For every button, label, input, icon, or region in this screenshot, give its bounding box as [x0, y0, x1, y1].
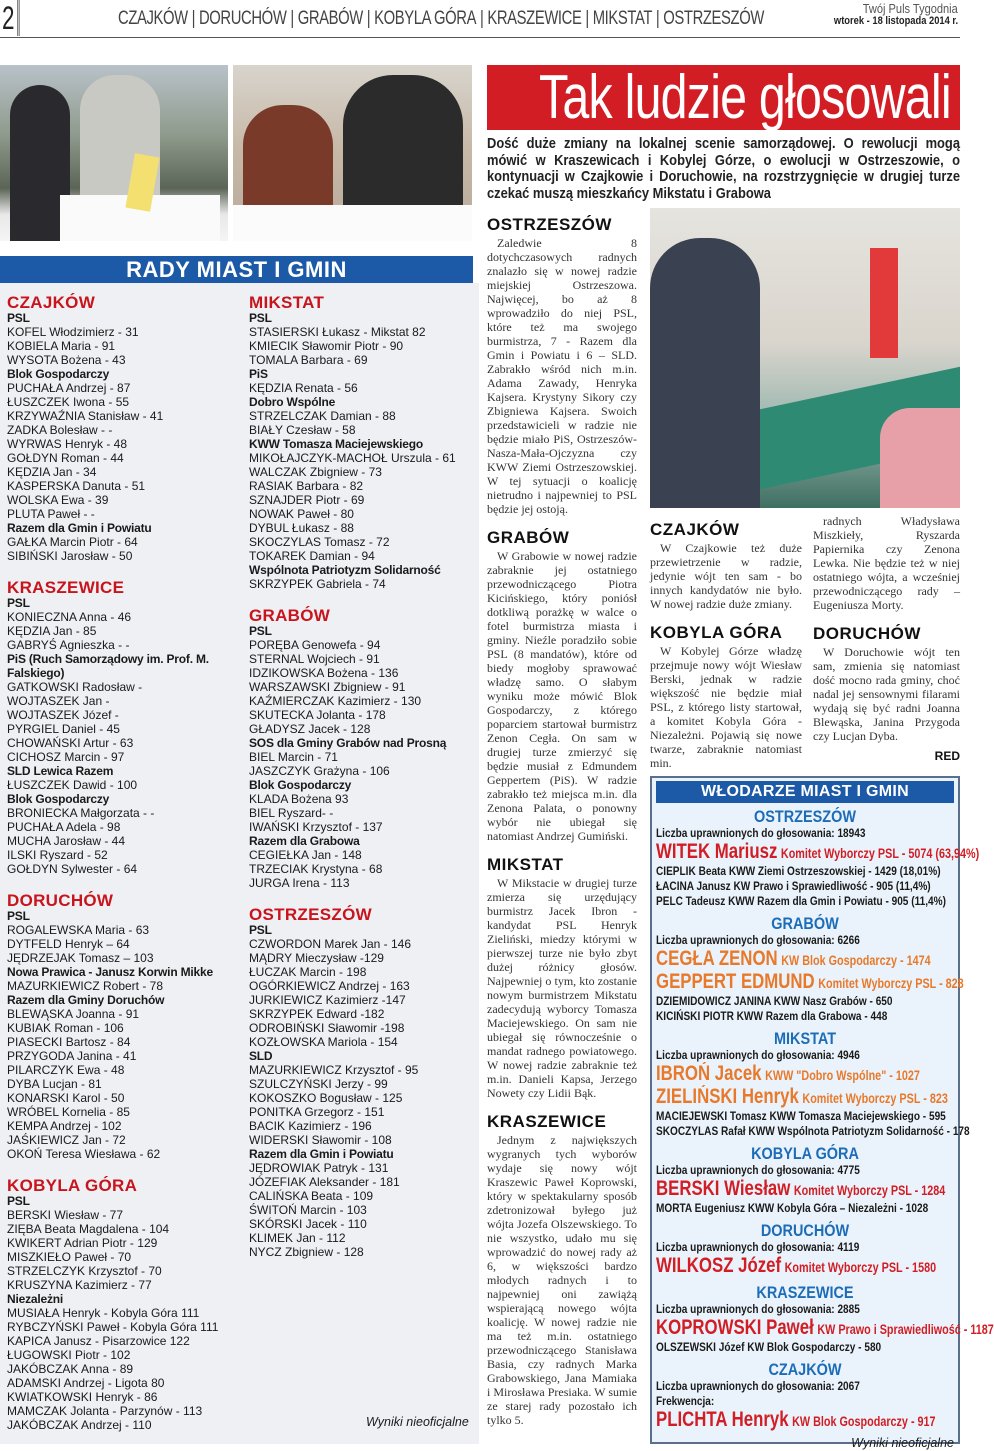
photo-figure	[650, 238, 760, 508]
nav-town-link[interactable]: | GRABÓW	[286, 8, 362, 29]
article-text: radnych Władysława Miszkieły, Ryszarda Papiernika czy Zenona Lewka. Nie będzie też w niej ostatniego wójta, a wcześniej przewodniczącego rady – Eugeniusza Morty.	[813, 514, 960, 612]
council-town-heading: MIKSTAT	[249, 293, 325, 312]
councillor-entry: PORĘBA Genowefa - 94	[249, 638, 381, 652]
council-town-heading: GRABÓW	[249, 606, 331, 625]
councillor-entry: KEMPA Andrzej - 102	[7, 1119, 122, 1133]
nav-town-link[interactable]: | DORUCHÓW	[188, 8, 287, 29]
article-block	[813, 514, 960, 612]
party-name: SOS dla Gminy Grabów nad Prosną	[249, 736, 447, 750]
mayor-town-heading: KRASZEWICE	[756, 1283, 854, 1302]
candidate-name: ZIELIŃSKI Henryk	[656, 1085, 799, 1108]
councillor-entry: TRZECIAK Krystyna - 68	[249, 862, 383, 876]
party-name: Niezależni	[7, 1292, 64, 1306]
councillor-entry: PRZYGODA Janina - 41	[7, 1049, 137, 1063]
councillor-entry: KAŹMIERCZAK Kazimierz - 130	[249, 694, 422, 708]
article-block	[487, 1112, 637, 1427]
councillor-entry: KMIECIK Sławomir Piotr - 90	[249, 339, 404, 353]
candidate-committee: KW Blok Gospodarczy - 1474	[781, 953, 931, 968]
councillor-entry: KRZYWAŹNIA Stanisław - 41	[7, 409, 164, 423]
party-name: Razem dla Gminy Doruchów	[7, 993, 165, 1007]
other-candidate: KICIŃSKI PIOTR KWW Razem dla Grabowa - 448	[656, 1009, 888, 1023]
councillor-entry: JĘDRZEJAK Tomasz – 103	[7, 951, 154, 965]
councillor-entry: WALCZAK Zbigniew - 73	[249, 465, 382, 479]
councillor-entry: WOJTASZEK Józef -	[7, 708, 119, 722]
photo-polling-station	[650, 208, 960, 508]
nav-town-link[interactable]: | KRASZEWICE	[476, 8, 581, 29]
party-name: SLD	[249, 1049, 273, 1063]
councillor-entry: GOŁDYN Roman - 44	[7, 451, 124, 465]
councillor-entry: BACIK Kazimierz - 196	[249, 1119, 372, 1133]
article-text: W Kobylej Górze władzę przejmuje nowy wójt Wiesław Berski, jednak w radzie większość nie będzie miał PSL, z którego listy startował, a komitet Kobyla Góra - Niezależni. Pojawią się nowe twarze, zabraknie natomiast min.	[650, 644, 802, 770]
party-name: PiS	[249, 367, 268, 381]
eligible-voters: Liczba uprawnionych do głosowania: 4119	[656, 1240, 860, 1254]
leading-candidate	[656, 1177, 946, 1201]
mayor-section	[656, 1144, 954, 1216]
headline: Tak ludzie głosowali	[539, 63, 951, 132]
article-block	[487, 528, 637, 843]
councillor-entry: KRUSZYNA Kazimierz - 77	[7, 1278, 152, 1292]
party-name: Razem dla Grabowa	[249, 834, 360, 848]
eligible-voters: Liczba uprawnionych do głosowania: 6266	[656, 933, 860, 947]
mayor-town-heading: DORUCHÓW	[760, 1221, 850, 1240]
party-name: Razem dla Gmin i Powiatu	[249, 1147, 394, 1161]
other-candidate: OLSZEWSKI Józef KW Blok Gospodarczy - 580	[656, 1340, 882, 1354]
councillor-entry: IWAŃSKI Krzysztof - 137	[249, 820, 383, 834]
article-text: W Mikstacie w drugiej turze zmierza się urzędujący burmistrz Jacek Ibron - kandydat PSL Henryk Zieliński, miedzy którymi w pierwszej turze nie było zbyt dużej różnicy głosów. Najpewniej o tym, kto zostanie nowym burmistrzem Mikstatu zadecydują wyborcy Tomasza Maciejewskiego. On sam nie ubiegał się równocześnie o mandat radnego powiatowego. W nowej radzie zabraknie też m.in. Danieli Kapsa, Jerzego Nowety czy Lidii Bąk.	[487, 876, 637, 1100]
councillor-entry: JURKIEWICZ Kazimierz -147	[249, 993, 406, 1007]
lead-paragraph: Dość duże zmiany na lokalnej scenie samorządowej. O rewolucji mogą mówić w Kraszewicach i Kobylej Górze, o ewolucji w Ostrzeszowie, o kontynuacji w Czajkowie i Doruchowie, na rozstrzygnięcie w drugiej turze czekać muszą mieszkańcy Mikstatu i Grabowa	[487, 135, 960, 202]
candidate-committee: Komitet Wyborczy PSL - 5074 (63,94%)	[780, 846, 980, 861]
candidate-committee: KW Blok Gospodarczy - 917	[792, 1414, 936, 1429]
councillor-entry: KUBIAK Roman - 106	[7, 1021, 124, 1035]
councillor-entry: BIAŁY Czesław - 58	[249, 423, 356, 437]
councillor-entry: STERNAL Wojciech - 91	[249, 652, 380, 666]
councillor-entry: JAKÓBCZAK Andrzej - 110	[7, 1418, 152, 1432]
article-text: W Doruchowie wójt ten sam, zmienia się natomiast dość mocno rada gminy, choć nadal jej sensownymi filarami wydają się być radni Joanna Blewąska, Janina Przygoda czy Lucjan Dyba.	[813, 645, 960, 743]
article-column-1	[487, 215, 637, 1439]
councillor-entry: JAŚKIEWICZ Jan - 72	[7, 1133, 126, 1147]
article-heading: MIKSTAT	[487, 855, 564, 874]
article-text: Jednym z największych wygranych tych wyborów wydaje się nowy wójt Kraszewic Paweł Koprowski, który w spektakularny sposób zdetronizował byłego już wójta Jozefa Olszewskiego. To nie wszystko, udało mu się wprowadzić do nowej rady aż 6, w większości bardzo młodych radnych i to najpewniej oni zawiążą wspierającą nowego wójta koalicję. W nowej radzie nie ma też m.in. ostatniego przewodniczącego Stanisława Basia, czy radnych Marka Grabowskiego, Jana Mamiaka i Mirosława Presiaka. W sumie ze starej rady pozostało ich tylko 5.	[487, 1133, 637, 1427]
party-name: Razem dla Gmin i Powiatu	[7, 521, 152, 535]
councillor-entry: ŁUSZCZEK Dawid - 100	[7, 778, 138, 792]
page-header	[0, 0, 960, 38]
councillor-entry: MIKOŁAJCZYK-MACHOŁ Urszula - 61	[249, 451, 456, 465]
mayors-sections	[656, 807, 994, 1432]
mayor-section	[656, 1360, 954, 1432]
council-town-heading: KRASZEWICE	[7, 578, 125, 597]
councillor-entry: JĘDROWIAK Patryk - 131	[249, 1161, 389, 1175]
leading-candidate	[656, 947, 931, 971]
article-block	[650, 623, 802, 770]
candidate-committee: Komitet Wyborczy PSL - 1580	[784, 1260, 937, 1275]
photo-voters-ballot-box	[233, 65, 472, 241]
councils-left-column	[7, 294, 243, 1432]
councillor-entry: MĄDRY Mieczysław -129	[249, 951, 384, 965]
councillor-entry: MUCHA Jarosław - 44	[7, 834, 126, 848]
councillor-entry: GABRYŚ Agnieszka - -	[7, 638, 130, 652]
councillor-entry: WIDERSKI Sławomir - 108	[249, 1133, 392, 1147]
other-candidate: CIEPLIK Beata KWW Ziemi Ostrzeszowskiej - 1429 (18,01%)	[656, 864, 941, 878]
councillor-entry: SKOCZYLAS Tomasz - 72	[249, 535, 390, 549]
councillor-entry: ODROBIŃSKI Sławomir -198	[249, 1021, 405, 1035]
photo-ballot-box	[233, 205, 472, 241]
councillor-entry: STRZELCZAK Damian - 88	[249, 409, 396, 423]
councillor-entry: CICHOSZ Marcin - 97	[7, 750, 125, 764]
author-signature: RED	[934, 749, 960, 763]
councillor-entry: SKRZYPEK Gabriela - 74	[249, 577, 386, 591]
mayor-section	[656, 807, 980, 909]
mayor-town-heading: KOBYLA GÓRA	[751, 1144, 859, 1163]
article-text: W Grabowie w nowej radzie zabraknie jej ostatniego przewodniczącego Piotra Kicińskiego, który poniósł dotkliwą porażkę w walce o fotel burmistrza miasta i gminy. Nieźle poradziło sobie PSL (8 mandatów), które od biedy mogłoby sprawować władzę samo. O słabym wyniku może mówić Blok Gospodarczy, z którego poparciem startował burmistrz Zenon Cegła. On sam w drugiej turze zmierzyć się będzie musiał z Edmundem Geppertem (PiS). W radzie zabrakło też miejsca m.in. dla Zenona Palata, o ponowny wybór nie ubiegał się natomiast Andrzej Gumiński.	[487, 549, 637, 843]
article-heading: DORUCHÓW	[813, 624, 921, 643]
councillor-entry: MISZKIEŁO Paweł - 70	[7, 1250, 132, 1264]
councillor-entry: JURGA Irena - 113	[249, 876, 350, 890]
councillor-entry: JAKÓBCZAK Anna - 89	[7, 1362, 134, 1376]
councillor-entry: KLADA Bożena 93	[249, 792, 349, 806]
mayor-section	[656, 914, 964, 1024]
councillor-entry: GAŁKA Marcin Piotr - 64	[7, 535, 138, 549]
article-block	[487, 855, 637, 1100]
party-name: SLD Lewica Razem	[7, 764, 114, 778]
councillor-entry: BRONIECKA Małgorzata - -	[7, 806, 155, 820]
article-block	[487, 215, 637, 516]
councillor-entry: WYRWAS Henryk - 48	[7, 437, 128, 451]
councillor-entry: WRÓBEL Kornelia - 85	[7, 1105, 130, 1119]
party-name: PSL	[249, 311, 272, 325]
councillor-entry: BIEL Ryszard- -	[249, 806, 334, 820]
article-heading: KOBYLA GÓRA	[650, 623, 783, 642]
councillor-entry: TOMALA Barbara - 69	[249, 353, 368, 367]
councillor-entry: CZWORDON Marek Jan - 146	[249, 937, 412, 951]
mayor-town-heading: MIKSTAT	[773, 1029, 837, 1048]
unofficial-results-note: Wyniki nieoficjalne	[366, 1415, 469, 1429]
councillor-entry: ŁUGOWSKI Piotr - 102	[7, 1348, 131, 1362]
nav-town-link[interactable]: | KOBYLA GÓRA	[363, 8, 476, 29]
mayor-town-heading: CZAJKÓW	[768, 1360, 842, 1379]
article-heading: GRABÓW	[487, 528, 570, 547]
article-heading: KRASZEWICE	[487, 1112, 607, 1131]
councillor-entry: SZNAJDER Piotr - 69	[249, 493, 365, 507]
councillor-entry: PUCHAŁA Adela - 98	[7, 820, 121, 834]
councillor-entry: SKUTECKA Jolanta - 178	[249, 708, 386, 722]
eligible-voters: Liczba uprawnionych do głosowania: 2885	[656, 1302, 860, 1316]
candidate-committee: Komitet Wyborczy PSL - 1284	[793, 1183, 946, 1198]
candidate-name: BERSKI Wiesław	[656, 1177, 791, 1200]
leading-candidate	[656, 1085, 948, 1109]
councillor-entry: CALIŃSKA Beata - 109	[249, 1189, 374, 1203]
councillor-entry: ŁUSZCZEK Iwona - 55	[7, 395, 130, 409]
photo-voters-couple	[0, 65, 228, 241]
council-town-heading: CZAJKÓW	[7, 293, 96, 312]
article-heading: CZAJKÓW	[650, 520, 740, 539]
councillor-entry: GATKOWSKI Radosław -	[7, 680, 143, 694]
council-town-heading: KOBYLA GÓRA	[7, 1176, 138, 1195]
page-number: 2	[2, 0, 19, 36]
councillor-entry: KWIKERT Adrian Piotr - 129	[7, 1236, 158, 1250]
councillor-entry: ŚWITOŃ Marcin - 103	[249, 1203, 367, 1217]
leading-candidate	[656, 1316, 994, 1340]
candidate-name: WITEK Mariusz	[656, 840, 778, 863]
candidate-committee: KWW "Dobro Wspólne" - 1027	[765, 1068, 920, 1083]
councillor-entry: KOBIELA Maria - 91	[7, 339, 116, 353]
mayor-town-heading: GRABÓW	[771, 914, 839, 933]
councillor-entry: KĘDZIA Renata - 56	[249, 381, 358, 395]
party-name: PSL	[7, 1194, 30, 1208]
councillor-entry: SKÓRSKI Jacek - 110	[249, 1217, 367, 1231]
party-name: Blok Gospodarczy	[7, 792, 110, 806]
party-name: PSL	[249, 923, 272, 937]
councillor-entry: GŁADYSZ Jacek - 128	[249, 722, 371, 736]
leading-candidate	[656, 1408, 936, 1432]
other-candidate: MACIEJEWSKI Tomasz KWW Tomasza Maciejewskiego - 595	[656, 1109, 946, 1123]
leading-candidate	[656, 840, 980, 864]
party-name: Blok Gospodarczy	[7, 367, 110, 381]
councillor-entry: WYSOTA Bożena - 43	[7, 353, 126, 367]
councillor-entry: RYBCZYŃSKI Paweł - Kobyla Góra 111	[7, 1320, 219, 1334]
candidate-committee: KW Prawo i Sprawiedliwość - 1187	[817, 1322, 994, 1337]
councillor-entry: RASIAK Barbara - 82	[249, 479, 364, 493]
councillor-entry: WARSZAWSKI Zbigniew - 91	[249, 680, 406, 694]
council-town-heading: OSTRZESZÓW	[249, 905, 372, 924]
councillor-entry: JÓZEFIAK Aleksander - 181	[249, 1175, 400, 1189]
councillor-entry: SZULCZYŃSKI Jerzy - 99	[249, 1077, 388, 1091]
nav-town-link[interactable]: | MIKSTAT	[581, 8, 652, 29]
councillor-entry: OKOŃ Teresa Wiesława - 62	[7, 1147, 161, 1161]
party-name: Wspólnota Patriotyzm Solidarność	[249, 563, 441, 577]
headline-bar	[487, 65, 960, 132]
councillor-entry: CEGIEŁKA Jan - 148	[249, 848, 362, 862]
candidate-name: WILKOSZ Józef	[656, 1254, 782, 1277]
councillor-entry: MAZURKIEWICZ Krzysztof - 95	[249, 1063, 419, 1077]
candidate-committee: Komitet Wyborczy PSL - 828	[818, 976, 964, 991]
councillor-entry: PLUTA Paweł - -	[7, 507, 95, 521]
party-name: PSL	[7, 311, 30, 325]
party-name: KWW Tomasza Maciejewskiego	[249, 437, 423, 451]
councillor-entry: PUCHAŁA Andrzej - 87	[7, 381, 131, 395]
councillor-entry: NOWAK Paweł - 80	[249, 507, 354, 521]
publication-name: Twój Puls Tygodnia	[862, 1, 958, 16]
other-candidate: DZIEMIDOWICZ JANINA KWW Nasz Grabów - 650	[656, 994, 893, 1008]
councillor-entry: KĘDZIA Jan - 34	[7, 465, 97, 479]
mayors-title: WŁODARZE MIAST I GMIN	[656, 781, 954, 803]
councillor-entry: PYRGIEL Daniel - 45	[7, 722, 120, 736]
party-name: Nowa Prawica - Janusz Korwin Mikke	[7, 965, 213, 979]
councillor-entry: KOZŁOWSKA Mariola - 154	[249, 1035, 398, 1049]
candidate-name: PLICHTA Henryk	[656, 1408, 789, 1431]
candidate-name: IBROŃ Jacek	[656, 1062, 762, 1085]
councillor-entry: KASPERSKA Danuta - 51	[7, 479, 146, 493]
councillor-entry: KĘDZIA Jan - 85	[7, 624, 97, 638]
councillor-entry: WOJTASZEK Jan -	[7, 694, 110, 708]
mayor-section	[656, 1283, 994, 1355]
nav-town-link[interactable]: | OSTRZESZÓW	[652, 8, 764, 29]
councillor-entry: SIBIŃSKI Jarosław - 50	[7, 549, 133, 563]
councillor-entry: KWIATKOWSKI Henryk - 86	[7, 1390, 158, 1404]
leading-candidate	[656, 1062, 920, 1086]
other-candidate: PELC Tadeusz KWW Razem dla Gmin i Powiatu - 905 (11,4%)	[656, 894, 946, 908]
council-town-heading: DORUCHÓW	[7, 891, 114, 910]
town-nav	[118, 8, 764, 30]
photo-flag	[870, 248, 898, 358]
article-block	[650, 520, 802, 611]
eligible-voters: Liczba uprawnionych do głosowania: 2067	[656, 1379, 860, 1393]
party-name: PiS (Ruch Samorządowy im. Prof. M. Falskiego)	[7, 652, 209, 680]
councillor-entry: NYCZ Zbigniew - 128	[249, 1245, 364, 1259]
councillor-entry: GOŁDYN Sylwester - 64	[7, 862, 138, 876]
leading-candidate	[656, 1254, 937, 1278]
eligible-voters: Liczba uprawnionych do głosowania: 4775	[656, 1163, 860, 1177]
councillor-entry: KLIMEK Jan - 112	[249, 1231, 346, 1245]
party-name: PSL	[7, 909, 30, 923]
councillor-entry: WOLSKA Ewa - 39	[7, 493, 109, 507]
councillor-entry: ŁUCZAK Marcin - 198	[249, 965, 367, 979]
councillor-entry: KAPICA Janusz - Pisarzowice 122	[7, 1334, 190, 1348]
turnout-label: Frekwencja:	[656, 1394, 715, 1408]
councils-title: RADY MIAST I GMIN	[0, 256, 473, 283]
councillor-entry: ZIĘBA Beata Magdalena - 104	[7, 1222, 170, 1236]
councillor-entry: JASZCZYK Grażyna - 106	[249, 764, 390, 778]
councillor-entry: DYBA Lucjan - 81	[7, 1077, 102, 1091]
councillor-entry: KONARSKI Karol - 50	[7, 1091, 125, 1105]
party-name: PSL	[249, 624, 272, 638]
councillor-entry: STRZELCZYK Krzysztof - 70	[7, 1264, 162, 1278]
councillor-entry: STASIERSKI Łukasz - Mikstat 82	[249, 325, 426, 339]
councillor-entry: KOFEL Włodzimierz - 31	[7, 325, 139, 339]
councillor-entry: MAZURKIEWICZ Robert - 78	[7, 979, 164, 993]
councillor-entry: TOKAREK Damian - 94	[249, 549, 375, 563]
candidate-name: KOPROWSKI Paweł	[656, 1316, 814, 1339]
eligible-voters: Liczba uprawnionych do głosowania: 18943	[656, 826, 866, 840]
councillor-entry: DYTFELD Henryk – 64	[7, 937, 130, 951]
councillor-entry: BLEWĄSKA Joanna - 91	[7, 1007, 140, 1021]
issue-date: wtorek - 18 listopada 2014 r.	[833, 15, 958, 27]
candidate-committee: Komitet Wyborczy PSL - 823	[802, 1091, 948, 1106]
party-name: Dobro Wspólne	[249, 395, 336, 409]
councillor-entry: MUSIAŁA Henryk - Kobyla Góra 111	[7, 1306, 200, 1320]
councillor-entry: ROGALEWSKA Maria - 63	[7, 923, 150, 937]
leading-candidate	[656, 970, 964, 994]
party-name: Blok Gospodarczy	[249, 778, 352, 792]
other-candidate: SKOCZYLAS Rafał KWW Wspólnota Patriotyzm Solidarność - 178	[656, 1124, 970, 1138]
article-heading: OSTRZESZÓW	[487, 215, 612, 234]
party-name: PSL	[7, 596, 30, 610]
councillor-entry: IDZIKOWSKA Bożena - 136	[249, 666, 399, 680]
candidate-name: CEGŁA ZENON	[656, 947, 778, 970]
article-column-2	[650, 520, 802, 782]
councillor-entry: KOKOSZKO Bogusław - 125	[249, 1091, 403, 1105]
councils-middle-column	[249, 294, 477, 1259]
councillor-entry: PIASECKI Bartosz - 84	[7, 1035, 131, 1049]
councillor-entry: PILARCZYK Ewa - 48	[7, 1063, 125, 1077]
councillor-entry: MAMCZAK Jolanta - Parzynów - 113	[7, 1404, 203, 1418]
councillor-entry: BERSKI Wiesław - 77	[7, 1208, 124, 1222]
councillor-entry: BIEL Marcin - 71	[249, 750, 338, 764]
councillor-entry: OGÓRKIEWICZ Andrzej - 163	[249, 979, 410, 993]
councillor-entry: DYBUL Łukasz - 88	[249, 521, 354, 535]
article-column-3	[813, 514, 960, 763]
councillor-entry: ILSKI Ryszard - 52	[7, 848, 108, 862]
councillor-entry: CHOWAŃSKI Artur - 63	[7, 736, 134, 750]
councillor-entry: PONITKA Grzegorz - 151	[249, 1105, 385, 1119]
article-text: W Czajkowie też duże przewietrzenie w radzie, jedynie wójt ten sam - bo innych kandydatów nie było. W nowej radzie duże zmiany.	[650, 541, 802, 611]
other-candidate: MORTA Eugeniusz KWW Kobyla Góra – Niezależni - 1028	[656, 1201, 929, 1215]
article-text: Zaledwie 8 dotychczasowych radnych znalazło się w nowej radzie miejskiej Ostrzeszowa. Najwięcej, bo aż 8 wprowadziło do niej PSL, które też ma swojego burmistrza, 7 - Razem dla Gmin i Powiatu i 6 – SLD. Zabrakło wśród nich m.in. Adama Zawady, Henryka Kajsera. Krystyny Sikory czy Zbigniewa Kajsera. Swoich przedstawicieli w radzie nie będzie miało PiS, Ostrzeszów-Nasza-Mała-Ojczyzna czy KWW Ziemi Ostrzeszowskiej. W tej sytuacji o koalicję nietrudno i najpewniej to PSL będzie jej ostoją.	[487, 236, 637, 516]
article-block	[813, 624, 960, 743]
mayor-section	[656, 1221, 954, 1278]
councillor-entry: KONIECZNA Anna - 46	[7, 610, 132, 624]
other-candidate: ŁACINA Janusz KW Prawo i Sprawiedliwość - 905 (11,4%)	[656, 879, 931, 893]
mayor-section	[656, 1029, 970, 1139]
candidate-name: GEPPERT EDMUND	[656, 970, 815, 993]
nav-town-link[interactable]: CZAJKÓW	[118, 8, 188, 29]
mayor-town-heading: OSTRZESZÓW	[754, 807, 856, 826]
mayors-unofficial-note: Wyniki nieoficjalne	[851, 1436, 954, 1450]
councillor-entry: SKRZYPEK Edward -182	[249, 1007, 385, 1021]
councillor-entry: ADAMSKI Andrzej - Ligota 80	[7, 1376, 165, 1390]
photo-figure	[880, 408, 960, 508]
eligible-voters: Liczba uprawnionych do głosowania: 4946	[656, 1048, 860, 1062]
mayors-results-box	[650, 776, 994, 1450]
councillor-entry: ZADKA Bolesław - -	[7, 423, 113, 437]
